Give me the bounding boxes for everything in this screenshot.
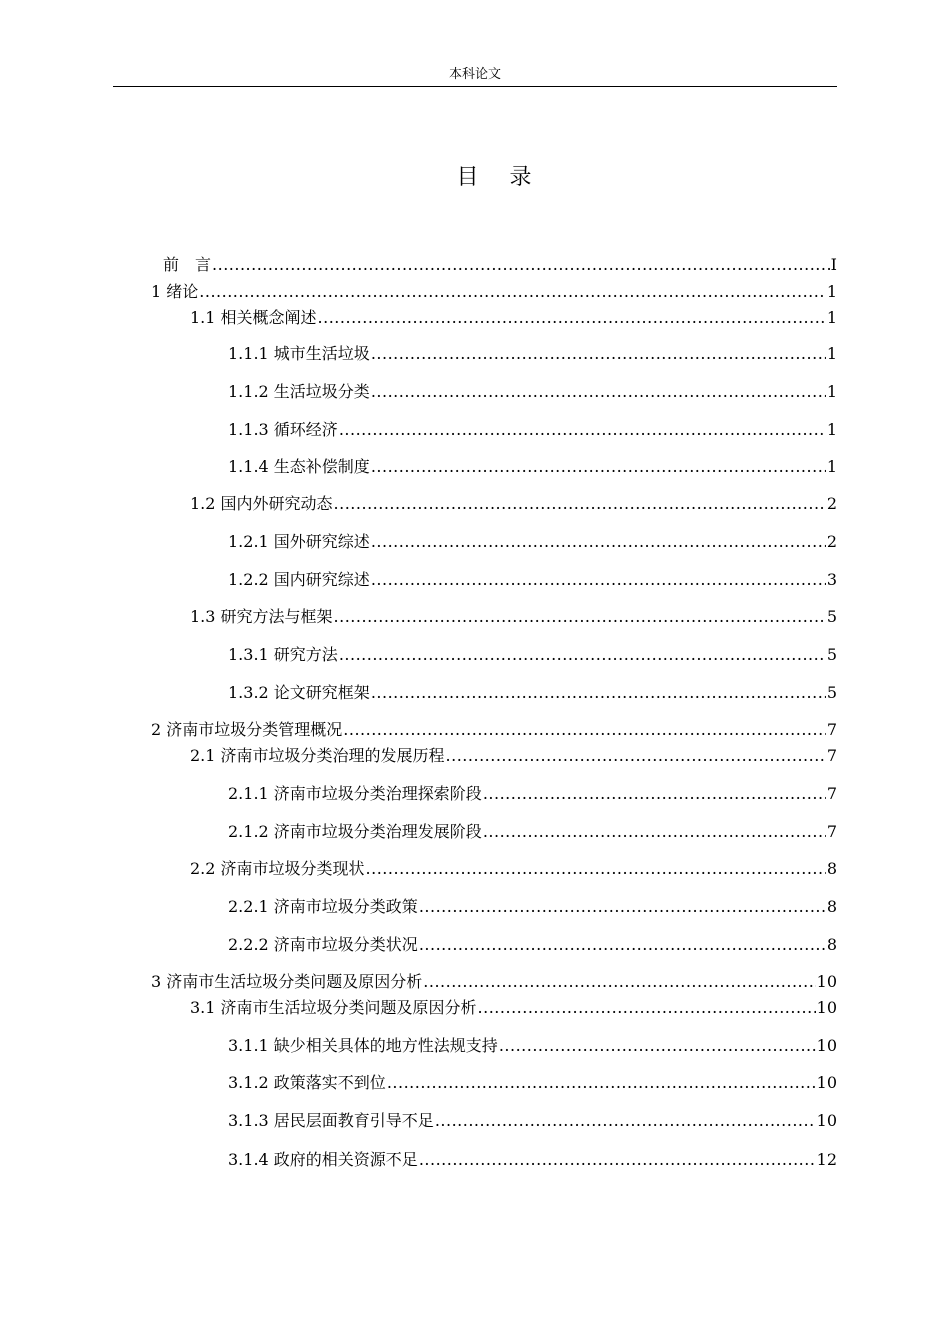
toc-entry-label: 3.1 济南市生活垃圾分类问题及原因分析: [190, 998, 477, 1017]
toc-leader-dots: [371, 380, 826, 404]
toc-entry-label: 1.1.4 生态补偿制度: [228, 457, 370, 476]
toc-entry-page: 1: [826, 420, 837, 439]
toc-leader-dots: [334, 605, 826, 629]
toc-entry-page: 8: [826, 859, 837, 878]
toc-leader-dots: [343, 718, 826, 742]
toc-entry[interactable]: [190, 857, 837, 881]
toc-leader-dots: [419, 1148, 816, 1172]
toc-entry-page: 5: [826, 645, 837, 664]
toc-entry[interactable]: [190, 306, 837, 330]
toc-entry-page: 5: [826, 683, 837, 702]
toc-entry-page: 1: [826, 344, 837, 363]
toc-leader-dots: [371, 681, 826, 705]
toc-entry-page: 12: [816, 1150, 837, 1169]
toc-entry-page: 7: [826, 746, 837, 765]
toc-entry-label: 3.1.3 居民层面教育引导不足: [228, 1111, 434, 1130]
toc-entry[interactable]: [228, 380, 837, 404]
toc-leader-dots: [212, 253, 830, 277]
toc-entry-page: 10: [816, 1036, 837, 1055]
toc-entry-page: 7: [826, 822, 837, 841]
toc-entry[interactable]: [151, 718, 837, 742]
toc-entry-page: 1: [826, 282, 837, 301]
toc-entry-page: 2: [826, 494, 837, 513]
toc-entry-label: 1.3 研究方法与框架: [190, 607, 333, 626]
toc-leader-dots: [446, 744, 826, 768]
toc-entry[interactable]: [190, 996, 837, 1020]
toc-entry-label: 2.1.2 济南市垃圾分类治理发展阶段: [228, 822, 482, 841]
toc-leader-dots: [499, 1034, 816, 1058]
toc-entry-page: 10: [816, 998, 837, 1017]
toc-entry-label: 1 绪论: [151, 282, 199, 301]
toc-entry-label: 1.2.2 国内研究综述: [228, 570, 370, 589]
toc-entry-label: 2.2.1 济南市垃圾分类政策: [228, 897, 418, 916]
page-header: [113, 66, 837, 87]
toc-entry-label: 2.2 济南市垃圾分类现状: [190, 859, 365, 878]
toc-leader-dots: [483, 820, 826, 844]
toc-entry-page: 1: [826, 457, 837, 476]
toc-entry[interactable]: [228, 1148, 837, 1172]
toc-entry[interactable]: [151, 970, 837, 994]
toc-entry-page: 2: [826, 532, 837, 551]
toc-entry[interactable]: [190, 744, 837, 768]
toc-entry-page: 5: [826, 607, 837, 626]
toc-leader-dots: [371, 455, 826, 479]
toc-leader-dots: [419, 933, 826, 957]
toc-leader-dots: [423, 970, 815, 994]
toc-entry-page: 8: [826, 935, 837, 954]
toc-leader-dots: [419, 895, 826, 919]
toc-entry-label: 2.1.1 济南市垃圾分类治理探索阶段: [228, 784, 482, 803]
toc-entry-page: 3: [826, 570, 837, 589]
toc-leader-dots: [366, 857, 826, 881]
toc-entry[interactable]: [228, 530, 837, 554]
toc-entry[interactable]: [190, 492, 837, 516]
toc-entry[interactable]: [228, 895, 837, 919]
toc-entry[interactable]: [228, 342, 837, 366]
toc-entry-label: 1.2 国内外研究动态: [190, 494, 333, 513]
toc-entry[interactable]: [228, 1109, 837, 1133]
toc-entry[interactable]: [228, 681, 837, 705]
toc-entry-page: 10: [816, 1073, 837, 1092]
toc-entry[interactable]: [163, 253, 837, 277]
toc-entry-label: 1.1 相关概念阐述: [190, 308, 317, 327]
toc-entry-label: 3.1.1 缺少相关具体的地方性法规支持: [228, 1036, 498, 1055]
toc-entry-page: 1: [826, 308, 837, 327]
toc-entry-label: 1.3.1 研究方法: [228, 645, 338, 664]
toc-entry[interactable]: [228, 418, 837, 442]
toc-leader-dots: [339, 643, 826, 667]
toc-entry[interactable]: [228, 1071, 837, 1095]
toc-entry[interactable]: [228, 782, 837, 806]
toc-entry-page: 10: [816, 972, 837, 991]
toc-entry-label: 3 济南市生活垃圾分类问题及原因分析: [151, 972, 423, 991]
toc-entry-page: 8: [826, 897, 837, 916]
toc-entry-label: 2 济南市垃圾分类管理概况: [151, 720, 343, 739]
toc-leader-dots: [371, 530, 826, 554]
toc-entry[interactable]: [228, 1034, 837, 1058]
toc-leader-dots: [199, 280, 826, 304]
toc-entry-page: 1: [826, 382, 837, 401]
toc-leader-dots: [318, 306, 826, 330]
toc-entry[interactable]: [190, 605, 837, 629]
toc-entry-label: 1.1.3 循环经济: [228, 420, 338, 439]
toc-entry-page: I: [830, 255, 837, 274]
toc-entry[interactable]: [228, 820, 837, 844]
toc-entry-label: 1.2.1 国外研究综述: [228, 532, 370, 551]
toc-entry-label: 3.1.4 政府的相关资源不足: [228, 1150, 418, 1169]
toc-entry-label: 1.3.2 论文研究框架: [228, 683, 370, 702]
toc-entry-page: 10: [816, 1111, 837, 1130]
toc-entry[interactable]: [228, 455, 837, 479]
toc-entry-label: 2.1 济南市垃圾分类治理的发展历程: [190, 746, 445, 765]
toc-leader-dots: [371, 342, 826, 366]
toc-entry-label: 1.1.2 生活垃圾分类: [228, 382, 370, 401]
toc-entry[interactable]: [228, 643, 837, 667]
toc-title: 目 录: [456, 165, 544, 190]
toc-entry[interactable]: [151, 280, 837, 304]
toc-entry-label: 3.1.2 政策落实不到位: [228, 1073, 386, 1092]
toc-leader-dots: [435, 1109, 816, 1133]
toc-leader-dots: [387, 1071, 816, 1095]
toc-leader-dots: [339, 418, 826, 442]
toc-leader-dots: [478, 996, 816, 1020]
toc-entry[interactable]: [228, 933, 837, 957]
toc-entry-label: 2.2.2 济南市垃圾分类状况: [228, 935, 418, 954]
toc-entry-page: 7: [826, 720, 837, 739]
toc-entry-page: 7: [826, 784, 837, 803]
toc-leader-dots: [371, 568, 826, 592]
toc-leader-dots: [334, 492, 826, 516]
toc-leader-dots: [483, 782, 826, 806]
header-text: 本科论文: [448, 67, 501, 82]
toc-entry[interactable]: [228, 568, 837, 592]
toc-entry-label: 1.1.1 城市生活垃圾: [228, 344, 370, 363]
toc-entry-label: 前 言: [163, 255, 212, 274]
